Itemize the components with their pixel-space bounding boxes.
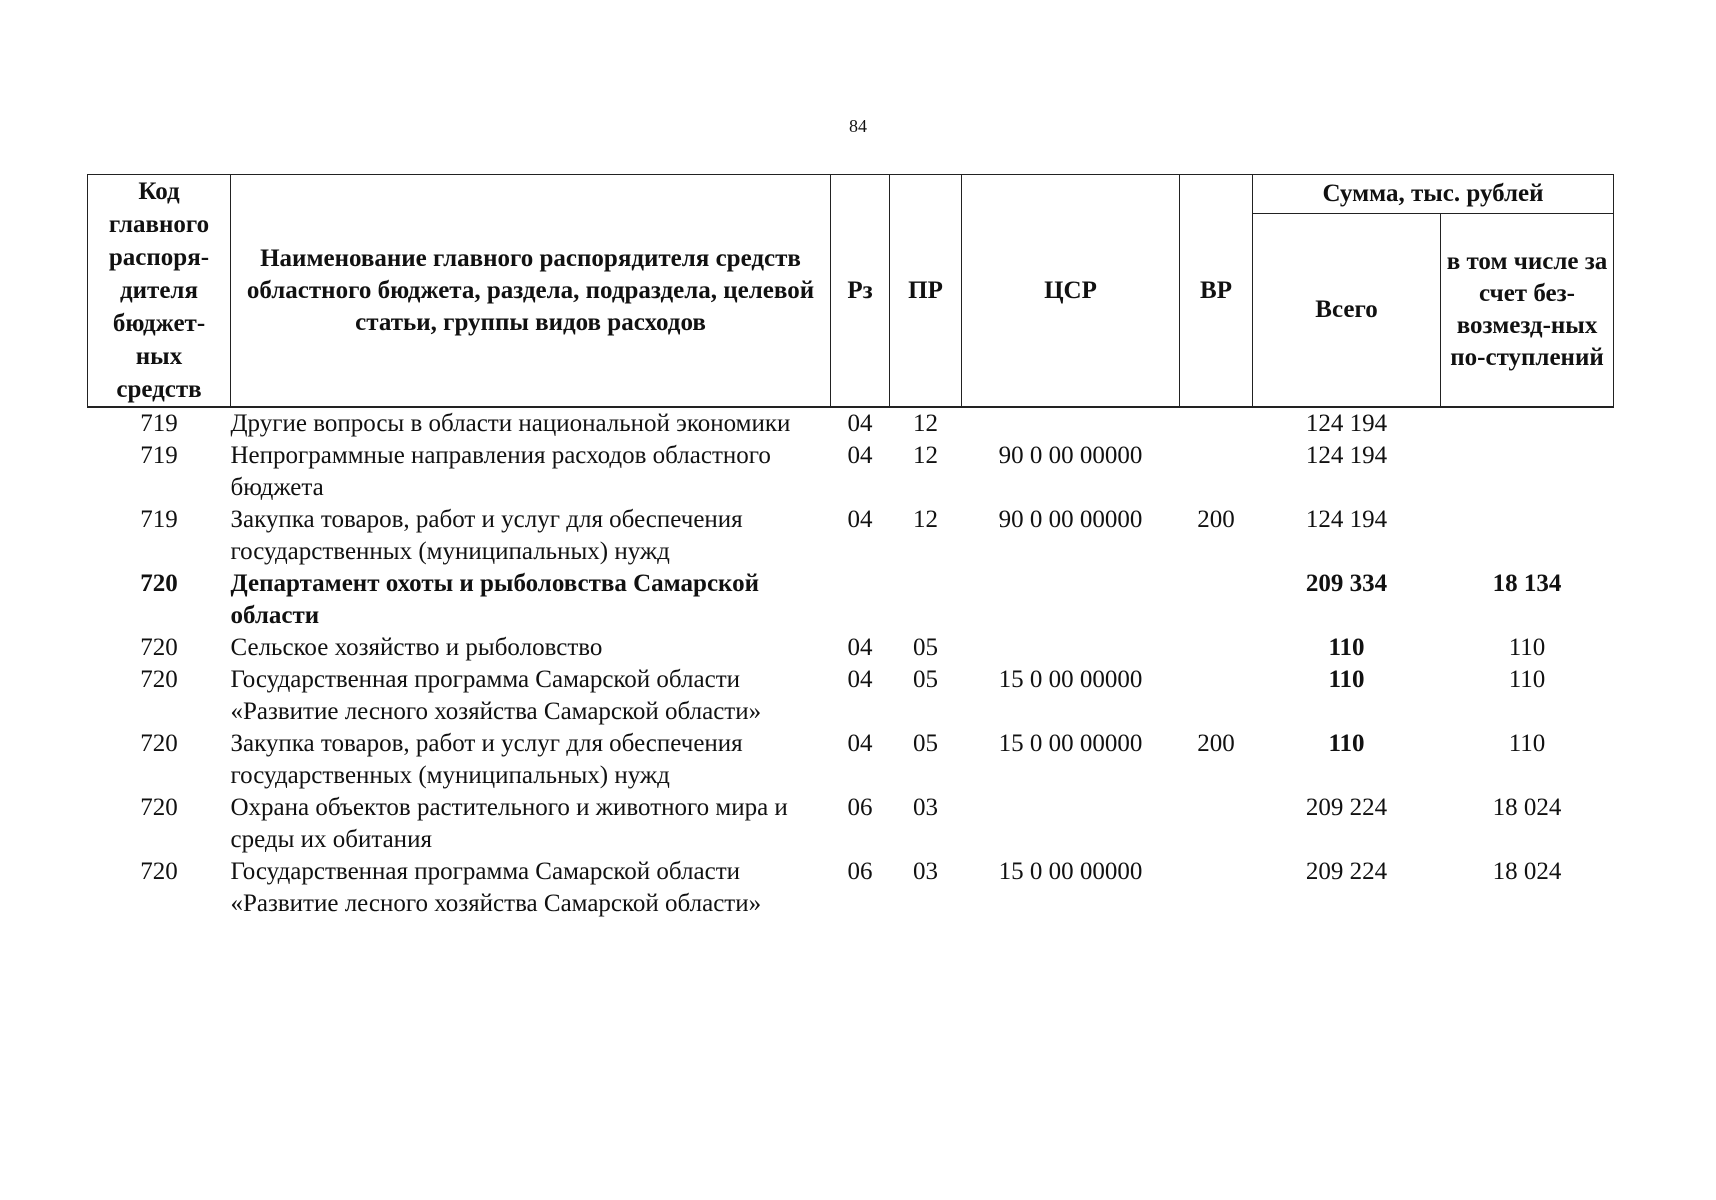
cell-total: 110	[1328, 730, 1365, 757]
table-row	[88, 407, 1614, 440]
cell-vr	[1180, 632, 1253, 664]
cell-free: 18 024	[1492, 794, 1562, 821]
cell-free: 110	[1508, 634, 1546, 661]
cell-free	[1441, 504, 1614, 568]
cell-code: 719	[140, 442, 178, 469]
cell-code: 719	[140, 506, 178, 533]
cell-free: 18 134	[1492, 570, 1562, 597]
cell-code: 720	[140, 730, 178, 757]
cell-rz: 06	[847, 858, 873, 885]
header-name: Наименование главного распорядителя средств областного бюджета, раздела, подраздела, целевой статьи, группы видов расходов	[231, 175, 831, 408]
header-csr: ЦСР	[962, 175, 1180, 408]
cell-vr	[1180, 792, 1253, 856]
cell-total: 110	[1328, 666, 1365, 693]
cell-pr: 05	[913, 634, 938, 661]
cell-free	[1441, 440, 1614, 504]
table-row	[88, 856, 1614, 920]
cell-total: 124 194	[1305, 506, 1388, 533]
cell-free	[1441, 407, 1614, 440]
cell-pr: 03	[913, 858, 938, 885]
cell-code: 720	[140, 858, 178, 885]
header-free: в том числе за счет без-возмезд-ных по-ступлений	[1441, 214, 1614, 407]
cell-total: 209 334	[1305, 570, 1388, 597]
cell-code: 720	[140, 794, 178, 821]
cell-csr: 90 0 00 00000	[998, 506, 1143, 533]
cell-name: Закупка товаров, работ и услуг для обеспечения государственных (муниципальных) нужд	[230, 506, 743, 565]
cell-csr: 15 0 00 00000	[998, 730, 1143, 757]
cell-vr	[1180, 568, 1253, 632]
header-pr: ПР	[890, 175, 962, 408]
cell-vr: 200	[1197, 730, 1235, 757]
table-row	[88, 728, 1614, 792]
cell-rz: 06	[847, 794, 873, 821]
cell-rz: 04	[847, 442, 873, 469]
cell-total: 110	[1328, 634, 1365, 661]
table-row	[88, 664, 1614, 728]
cell-name: Закупка товаров, работ и услуг для обеспечения государственных (муниципальных) нужд	[230, 730, 743, 789]
cell-rz: 04	[847, 506, 873, 533]
cell-name: Сельское хозяйство и рыболовство	[230, 634, 603, 661]
cell-code: 720	[140, 666, 178, 693]
cell-vr: 200	[1197, 506, 1235, 533]
cell-rz: 04	[847, 666, 873, 693]
cell-rz: 04	[847, 730, 873, 757]
cell-total: 209 224	[1305, 794, 1388, 821]
cell-pr: 05	[913, 666, 938, 693]
cell-rz	[831, 568, 890, 632]
cell-rz: 04	[847, 634, 873, 661]
header-vr: ВР	[1180, 175, 1253, 408]
cell-vr	[1180, 440, 1253, 504]
cell-free: 110	[1508, 730, 1546, 757]
header-sum: Сумма, тыс. рублей	[1253, 175, 1614, 214]
cell-csr	[962, 568, 1180, 632]
cell-vr	[1180, 664, 1253, 728]
cell-csr	[962, 632, 1180, 664]
header-code: Код главного распоря-дителя бюджет-ных средств	[88, 175, 231, 408]
cell-name: Департамент охоты и рыболовства Самарской области	[230, 570, 760, 629]
cell-total: 124 194	[1305, 442, 1388, 469]
cell-csr	[962, 407, 1180, 440]
cell-total: 124 194	[1305, 410, 1388, 437]
header-rz: Рз	[831, 175, 890, 408]
table-row	[88, 792, 1614, 856]
cell-vr	[1180, 856, 1253, 920]
cell-pr	[890, 568, 962, 632]
cell-pr: 03	[913, 794, 938, 821]
cell-name: Непрограммные направления расходов областного бюджета	[230, 442, 771, 501]
table-row	[88, 632, 1614, 664]
cell-code: 720	[140, 570, 178, 597]
cell-csr	[962, 792, 1180, 856]
header-total: Всего	[1253, 214, 1441, 407]
cell-rz: 04	[847, 410, 873, 437]
cell-name: Государственная программа Самарской области «Развитие лесного хозяйства Самарской области»	[230, 858, 762, 917]
cell-name: Государственная программа Самарской области «Развитие лесного хозяйства Самарской области»	[230, 666, 762, 725]
cell-vr	[1180, 407, 1253, 440]
budget-table	[87, 174, 1614, 920]
table-row	[88, 440, 1614, 504]
cell-pr: 05	[913, 730, 938, 757]
table-row	[88, 504, 1614, 568]
cell-csr: 15 0 00 00000	[998, 858, 1143, 885]
cell-csr: 15 0 00 00000	[998, 666, 1143, 693]
cell-name: Охрана объектов растительного и животного мира и среды их обитания	[230, 794, 788, 853]
cell-code: 719	[140, 410, 178, 437]
cell-free: 110	[1508, 666, 1546, 693]
cell-pr: 12	[913, 506, 938, 533]
cell-csr: 90 0 00 00000	[998, 442, 1143, 469]
page-number: 84	[849, 116, 867, 136]
cell-total: 209 224	[1305, 858, 1388, 885]
cell-pr: 12	[913, 410, 938, 437]
table-row	[88, 568, 1614, 632]
cell-name: Другие вопросы в области национальной экономики	[230, 410, 791, 437]
cell-code: 720	[140, 634, 178, 661]
cell-free: 18 024	[1492, 858, 1562, 885]
cell-pr: 12	[913, 442, 938, 469]
